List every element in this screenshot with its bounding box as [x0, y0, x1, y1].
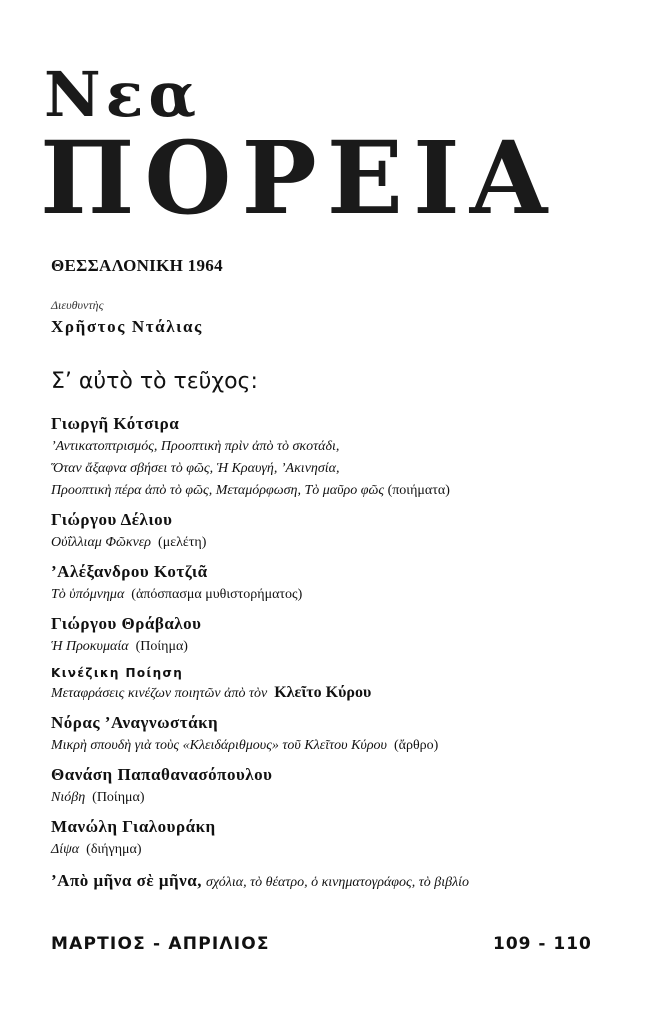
entry-author: Γιωργῆ Κότσιρα: [51, 414, 180, 433]
entry-title-text: Μικρὴ σπουδὴ γιὰ τοὺς «Κλειδάριθμους» τοῦ Κλεῖτου Κύρου: [51, 738, 387, 753]
entry-section-heading: Κινέζικη Ποίηση: [51, 666, 184, 680]
entry-title-text: Τὸ ὑπόμνημα: [51, 587, 125, 602]
entry-author: ’Αλέξανδρου Κοτζιᾶ: [51, 562, 208, 581]
entry-title-line: [51, 839, 631, 861]
entry-title-line: Ὅταν ἄξαφνα σβήσει τὸ φῶς, Ἡ Κραυγή, ’Ακινησία,: [51, 461, 340, 476]
magazine-title-poreia: ΠΟΡΕΙΑ: [40, 119, 558, 237]
issue-months: ΜΑΡΤΙΟΣ - ΑΠΡΙΛΙΟΣ: [51, 934, 270, 954]
contents-entry: [51, 560, 631, 606]
contents-entry: [51, 508, 631, 554]
director-name: Χρῆστος Ντάλιας: [51, 317, 203, 336]
monthly-label: ’Απὸ μῆνα σὲ μῆνα,: [51, 871, 203, 890]
entry-genre: (ἄρθρο): [393, 738, 439, 753]
entry-translator: Κλεῖτο Κύρου: [274, 684, 372, 701]
entry-genre: (Ποίημα): [92, 790, 145, 805]
entry-author: Γιώργου Δέλιου: [51, 510, 173, 529]
entry-title-line: ’Αντικατοπτρισμός, Προοπτικὴ πρὶν ἀπὸ τὸ σκοτάδι,: [51, 439, 340, 454]
magazine-title-nea: Νεα: [44, 58, 202, 131]
monthly-section: [51, 869, 631, 894]
contents-entry: [51, 412, 631, 502]
contents-heading: Σ’ αὐτὸ τὸ τεῦχος:: [51, 369, 258, 394]
city-year: ΘΕΣΣΑΛΟΝΙΚΗ 1964: [51, 256, 223, 275]
entry-author: Νόρας ’Αναγνωστάκη: [51, 713, 219, 732]
entry-author: Γιώργου Θράβαλου: [51, 614, 202, 633]
contents-entry: [51, 763, 631, 809]
entry-title-text: Οὐΐλλιαμ Φῶκνερ: [51, 535, 152, 550]
issue-numbers: 109 - 110: [493, 934, 592, 954]
entry-title-line: [51, 636, 631, 658]
monthly-topics: σχόλια, τὸ θέατρο, ὁ κινηματογράφος, τὸ βιβλίο: [206, 875, 470, 890]
entry-title-line: [51, 682, 631, 705]
entry-title-line: [51, 735, 631, 757]
entry-title-line: [51, 532, 631, 554]
entry-title-line: [51, 480, 631, 502]
entry-genre: (διήγημα): [86, 842, 142, 857]
entry-genre: (Ποίημα): [135, 639, 188, 654]
contents-entry: [51, 815, 631, 861]
entry-author: Μανώλη Γιαλουράκη: [51, 817, 216, 836]
entry-title-text: Προοπτικὴ πέρα ἀπὸ τὸ φῶς, Μεταμόρφωση, Τὸ μαῦρο φῶς: [51, 483, 385, 498]
entry-title-text: Δίψα: [51, 842, 80, 857]
entry-genre: (ποιήματα): [387, 483, 450, 498]
contents-entry: [51, 664, 631, 705]
entry-title-line: [51, 584, 631, 606]
entry-title-text: Νιόβη: [51, 790, 86, 805]
contents-entry: [51, 711, 631, 757]
entry-genre: (ἀπόσπασμα μυθιστορήματος): [131, 587, 303, 602]
entry-genre: (μελέτη): [158, 535, 207, 550]
entry-title-text: Μεταφράσεις κινέζων ποιητῶν ἀπὸ τὸν: [51, 686, 268, 701]
director-label: Διευθυντὴς: [51, 298, 104, 312]
entry-title-text: Ἡ Προκυμαία: [51, 639, 129, 654]
entry-author: Θανάση Παπαθανασόπουλου: [51, 765, 273, 784]
table-of-contents: [51, 412, 631, 900]
entry-title-line: [51, 787, 631, 809]
contents-entry: [51, 612, 631, 658]
